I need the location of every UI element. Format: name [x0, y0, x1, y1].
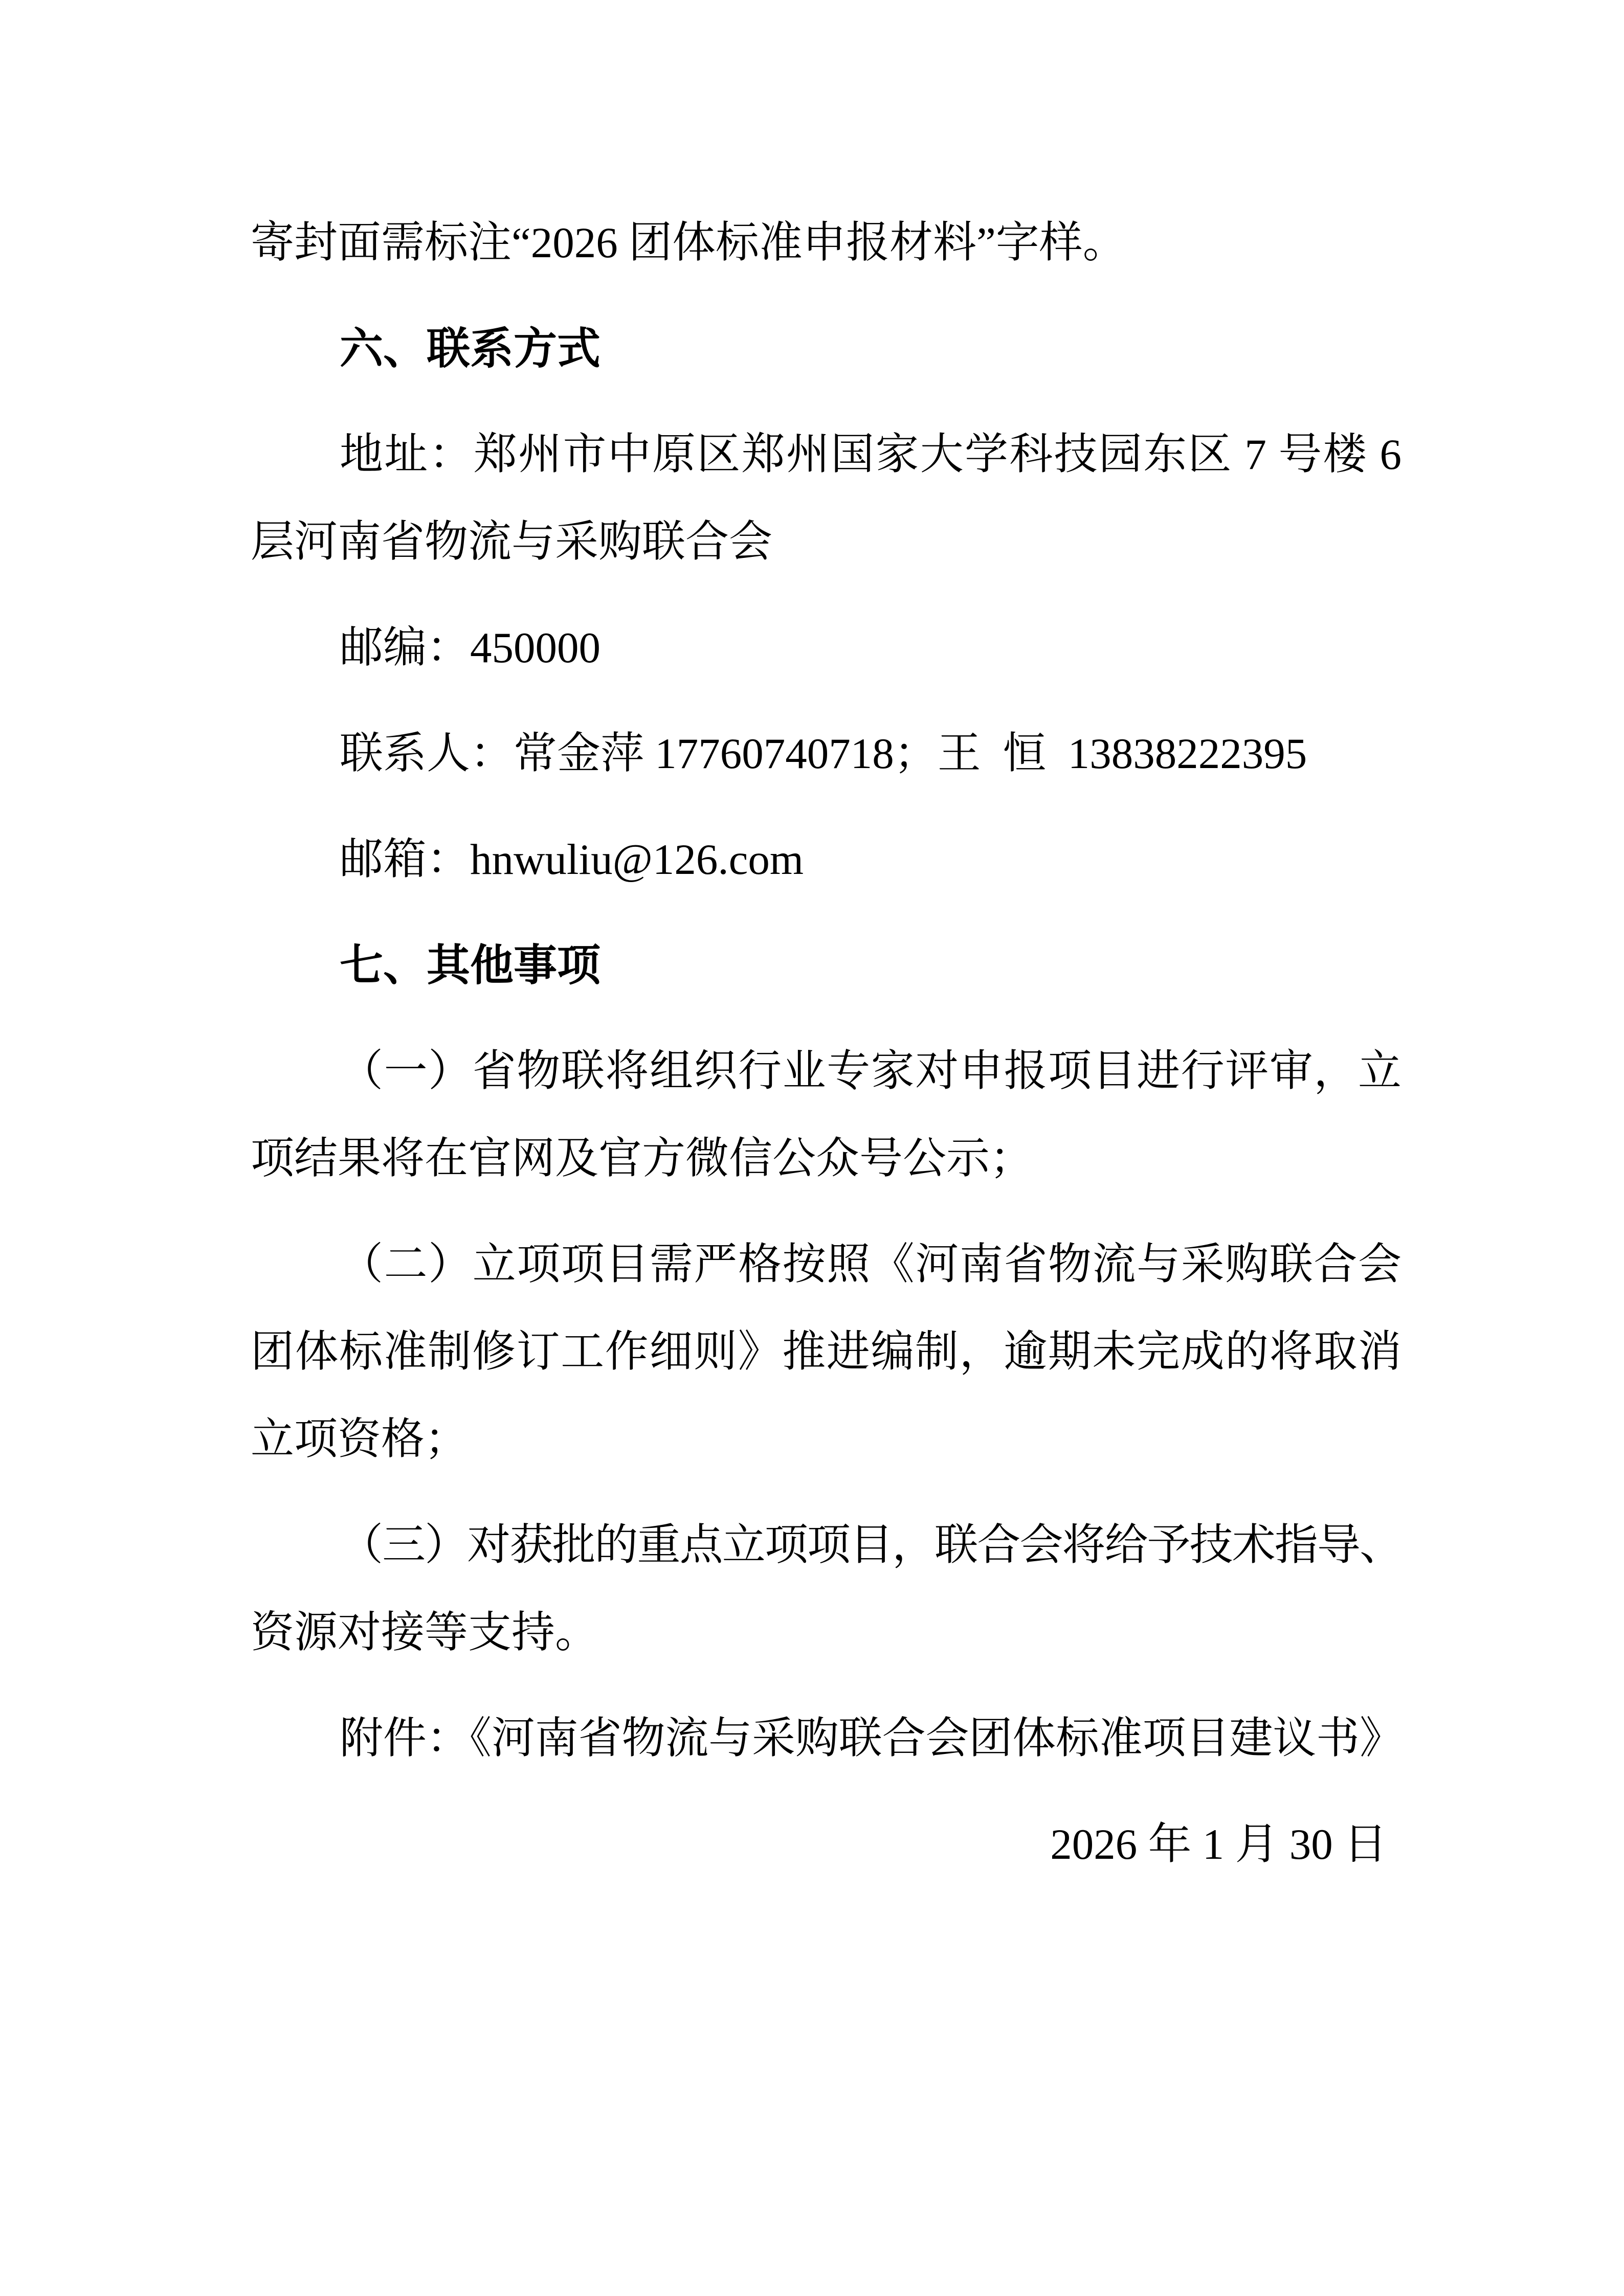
- section-six-heading: 六、联系方式: [340, 325, 601, 373]
- section-six-heading-block: [251, 305, 1401, 393]
- item-one-line-1: （一）省物联将组织行业专家对申报项目进行评审，立: [340, 1047, 1401, 1095]
- email-paragraph: [251, 816, 1401, 904]
- email-line: 邮箱：hnwuliu@126.com: [340, 836, 804, 884]
- continuation-paragraph: [251, 199, 1401, 287]
- item-three-line-1: （三）对获批的重点立项项目，联合会将给予技术指导、: [340, 1521, 1401, 1569]
- item-one-line-2: 项结果将在官网及官方微信公众号公示；: [251, 1135, 1034, 1183]
- item-three-line-2: 资源对接等支持。: [251, 1609, 599, 1657]
- continuation-line: 寄封面需标注“2026 团体标准申报材料”字样。: [251, 219, 1126, 267]
- section-seven-heading: 七、其他事项: [340, 941, 601, 990]
- address-line-1: 地址：郑州市中原区郑州国家大学科技园东区 7 号楼 6: [340, 431, 1401, 479]
- postal-code-paragraph: [251, 604, 1401, 692]
- item-two-line-2: 团体标准制修订工作细则》推进编制，逾期未完成的将取消: [251, 1328, 1401, 1376]
- date-paragraph: [251, 1801, 1401, 1888]
- section-seven-heading-block: [251, 922, 1401, 1009]
- item-two-paragraph: [251, 1221, 1401, 1483]
- contact-paragraph: [251, 710, 1401, 798]
- item-one-paragraph: [251, 1028, 1401, 1203]
- attachment-line: 附件：《河南省物流与采购联合会团体标准项目建议书》: [340, 1715, 1401, 1763]
- address-paragraph: [251, 411, 1401, 586]
- item-two-line-3: 立项资格；: [251, 1415, 469, 1464]
- item-two-line-1: （二）立项项目需严格按照《河南省物流与采购联合会: [340, 1241, 1401, 1289]
- postal-code-line: 邮编：450000: [340, 624, 601, 672]
- item-three-paragraph: [251, 1502, 1401, 1677]
- attachment-paragraph: [251, 1695, 1401, 1783]
- document-content: [251, 199, 1401, 1907]
- date-line: 2026 年 1 月 30 日: [1050, 1820, 1387, 1869]
- contact-line: 联系人：常金萍 17760740718；王 恒 13838222395: [340, 730, 1307, 778]
- address-line-2: 层河南省物流与采购联合会: [251, 518, 773, 566]
